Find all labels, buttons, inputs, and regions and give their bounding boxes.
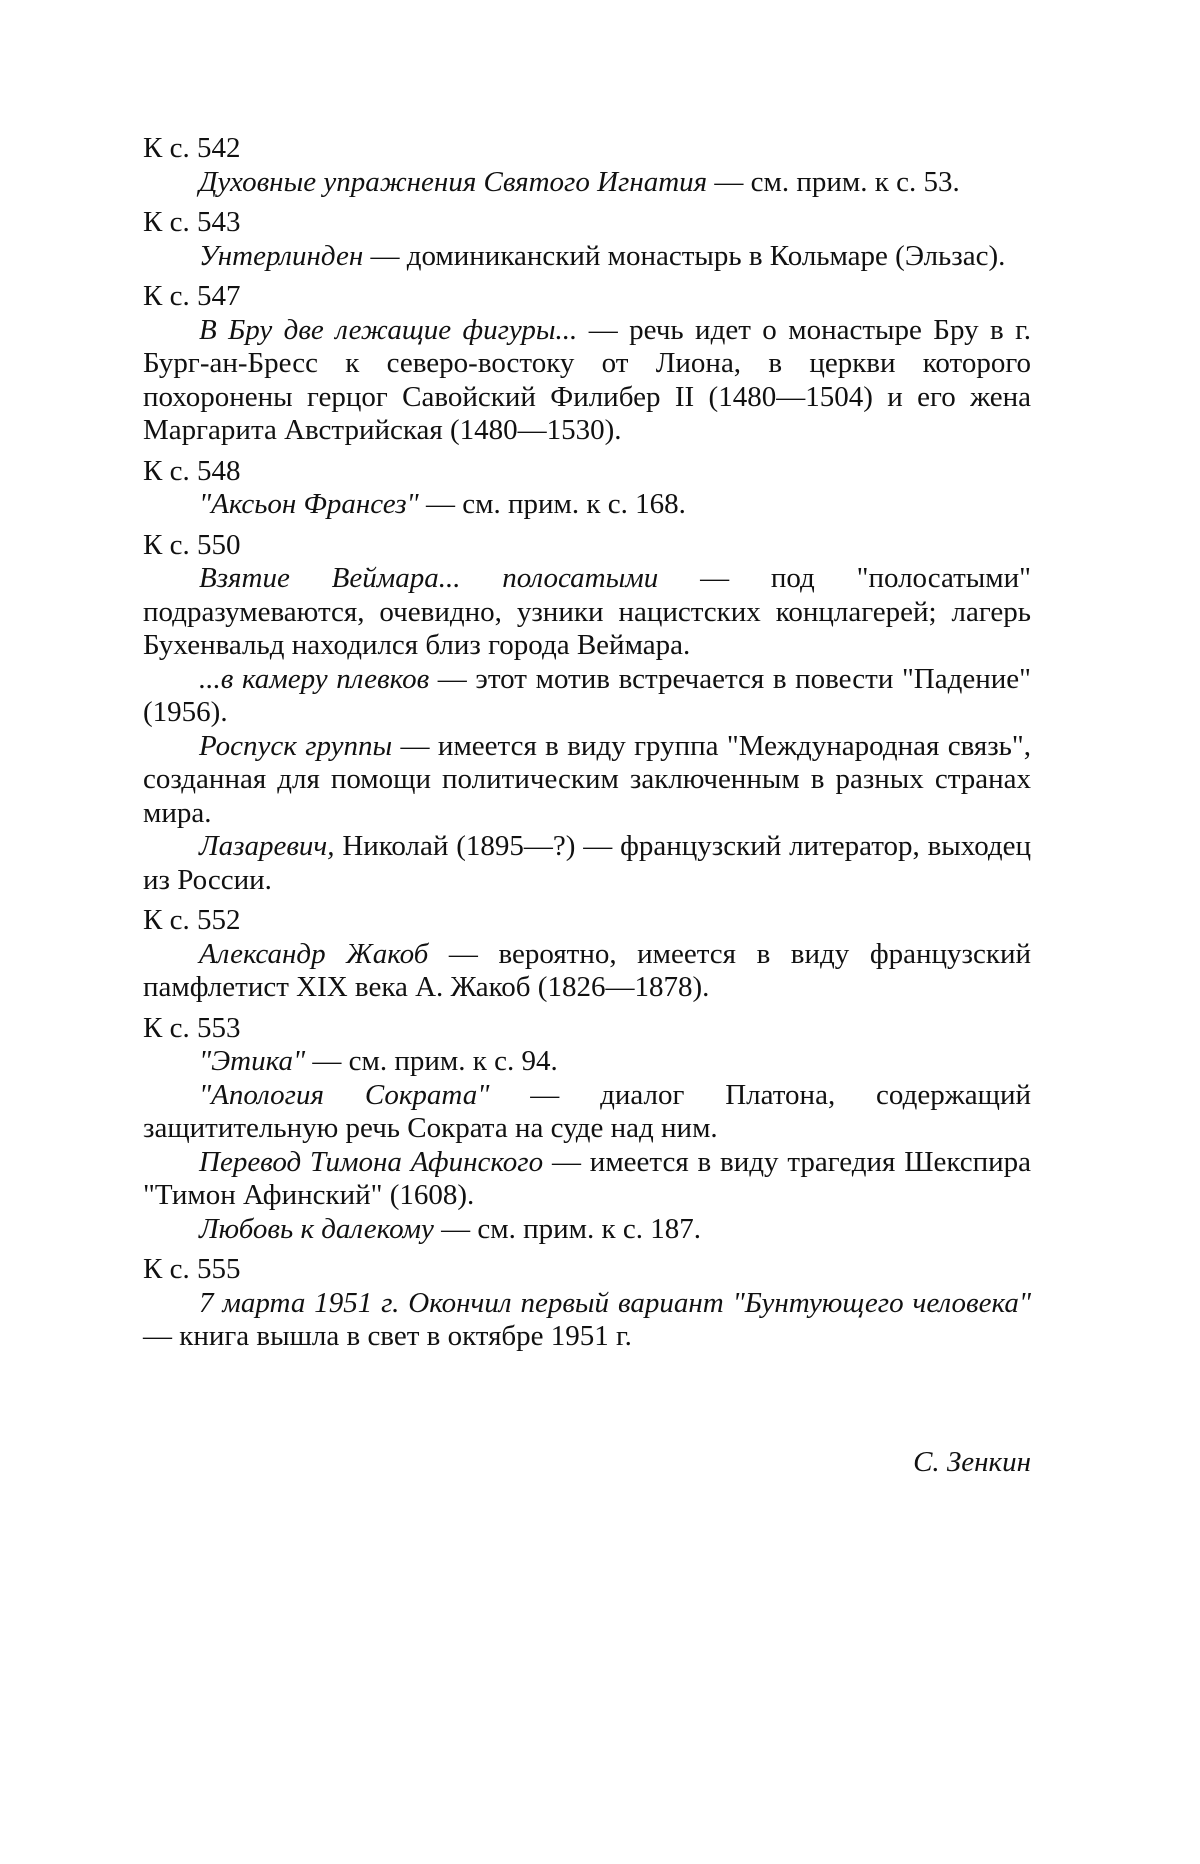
note-text: — книга вышла в свет в октябре 1951 г. <box>143 1320 632 1352</box>
note-paragraph <box>143 1045 1031 1079</box>
note-text: — под "полосатыми" подразумеваются, очевидно, узники нацистских концлагерей; лагерь Бухенвальд находился близ города Веймара. <box>143 562 1031 661</box>
note-term: Любовь к далекому <box>199 1212 434 1245</box>
note-paragraph <box>143 1079 1031 1146</box>
page-reference: К с. 547 <box>143 280 241 312</box>
page-reference: К с. 553 <box>143 1011 241 1044</box>
note-text: Николай (1895—?) — французский литератор, выходец из России. <box>143 830 1031 896</box>
note-term: Александр Жакоб <box>199 937 429 970</box>
note-term: 7 марта 1951 г. Окончил первый вариант "Бунтующего человека" <box>199 1286 1031 1319</box>
page-reference: К с. 555 <box>143 1253 241 1285</box>
note-text: — см. прим. к с. 187. <box>433 1212 701 1245</box>
note-text: — имеется в виду группа "Международная связь", созданная для помощи политическим заключенным в разных странах мира. <box>143 729 1031 829</box>
page-reference: К с. 552 <box>143 904 241 936</box>
note-term: Лазаревич, <box>199 830 335 862</box>
page-reference: К с. 548 <box>143 454 241 487</box>
note-paragraph <box>143 938 1031 1005</box>
note-paragraph <box>143 240 1031 274</box>
note-section <box>143 904 1031 1005</box>
note-text: — см. прим. к с. 94. <box>305 1045 558 1077</box>
note-term: В Бру две лежащие фигуры... <box>199 313 578 346</box>
note-term: Роспуск группы <box>199 729 393 762</box>
note-paragraph <box>143 1146 1031 1213</box>
note-paragraph <box>143 730 1031 831</box>
note-text: — речь идет о монастыре Бру в г. Бург-ан-Бресс к северо-востоку от Лиона, в церкви которого похоронены герцог Савойский Филибер II (1480—1504) и его жена Маргарита Австрийская (1480—1530). <box>143 313 1031 446</box>
page-reference: К с. 542 <box>143 132 241 164</box>
note-term: Унтерлинден <box>199 239 364 272</box>
note-section <box>143 1253 1031 1354</box>
note-text: — см. прим. к с. 168. <box>418 488 686 520</box>
page-reference: К с. 543 <box>143 206 241 238</box>
note-text: — имеется в виду трагедия Шекспира "Тимон Афинский" (1608). <box>143 1145 1031 1211</box>
note-section <box>143 1012 1031 1247</box>
commentary-notes <box>143 132 1031 1354</box>
note-term: Взятие Веймара... полосатыми <box>199 562 659 594</box>
note-term: "Апология Сократа" <box>199 1078 490 1111</box>
note-paragraph <box>143 314 1031 448</box>
note-paragraph <box>143 562 1031 663</box>
note-term: "Аксьон Франсез" <box>199 488 419 520</box>
note-paragraph <box>143 166 1031 200</box>
note-section <box>143 529 1031 898</box>
note-term: ...в камеру плевков <box>199 662 430 695</box>
note-section <box>143 206 1031 273</box>
note-paragraph <box>143 1287 1031 1354</box>
note-paragraph <box>143 663 1031 730</box>
note-term: "Этика" <box>199 1045 306 1077</box>
note-text: — вероятно, имеется в виду французский памфлетист XIX века А. Жакоб (1826—1878). <box>143 937 1031 1003</box>
note-text: — см. прим. к с. 53. <box>707 165 960 198</box>
note-term: Перевод Тимона Афинского <box>199 1145 544 1178</box>
note-text: — этот мотив встречается в повести "Падение" (1956). <box>143 662 1031 728</box>
author-signature: С. Зенкин <box>913 1446 1031 1478</box>
note-term: Духовные упражнения Святого Игнатия <box>199 165 708 198</box>
note-section <box>143 132 1031 199</box>
page-reference: К с. 550 <box>143 528 241 561</box>
note-text: — доминиканский монастырь в Кольмаре (Эльзас). <box>363 239 1006 272</box>
note-section <box>143 280 1031 448</box>
note-paragraph <box>143 830 1031 897</box>
note-paragraph <box>143 488 1031 522</box>
note-section <box>143 455 1031 522</box>
note-text: — диалог Платона, содержащий защитительную речь Сократа на суде над ним. <box>143 1078 1031 1144</box>
note-paragraph <box>143 1213 1031 1247</box>
